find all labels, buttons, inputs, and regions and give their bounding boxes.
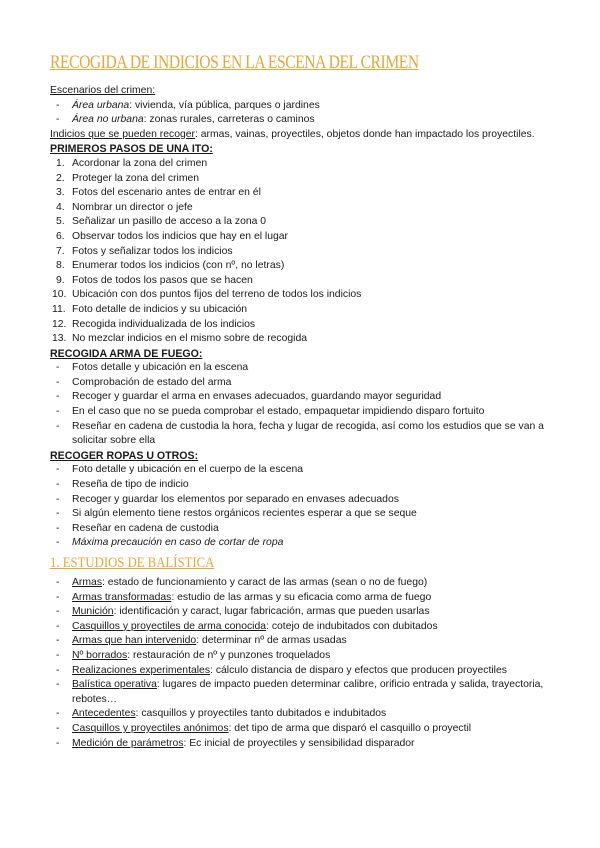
- list-item: - Armas: estado de funcionamiento y caract de las armas (sean o no de fuego): [56, 577, 428, 588]
- escenarios-label: Escenarios del crimen:: [50, 85, 156, 96]
- indicios-paragraph: Indicios que se pueden recoger: armas, vainas, proyectiles, objetos donde han impactado los proyectiles.: [50, 128, 535, 140]
- list-item: 7. Fotos y señalizar todos los indicios: [56, 245, 233, 257]
- list-item: - Nº borrados: restauración de nº y punzones troquelados: [56, 649, 331, 661]
- escenarios-list: [50, 99, 555, 128]
- document-title: RECOGIDA DE INDICIOS EN LA ESCENA DEL CRIMEN: [50, 52, 419, 73]
- list-item: 13. No mezclar indicios en el mismo sobre de recogida: [52, 333, 308, 345]
- list-item: 3. Fotos del escenario antes de entrar en él: [56, 187, 261, 199]
- list-item: - Si algún elemento tiene restos orgánicos recientes esperar a que se seque: [56, 508, 417, 520]
- primeros-pasos-list: [50, 157, 555, 347]
- list-item: 1. Acordonar la zona del crimen: [56, 157, 208, 169]
- list-item: - Recoger y guardar los elementos por separado en envases adecuados: [56, 493, 399, 505]
- list-item: 5. Señalizar un pasillo de acceso a la zona 0: [56, 216, 267, 228]
- list-item: - Balística operativa: lugares de impacto pueden determinar calibre, orificio entrada y salida, trayectoria, rebotes…: [56, 679, 544, 705]
- list-item: - Medición de parámetros: Ec inicial de proyectiles y sensibilidad disparador: [56, 737, 415, 749]
- list-item: 8. Enumerar todos los indicios (con nº, no letras): [56, 260, 285, 272]
- list-item: - Armas transformadas: estudio de las armas y su eficacia como arma de fuego: [56, 591, 432, 603]
- list-item: - Reseñar en cadena de custodia la hora, fecha y lugar de recogida, así como los estudios que se van a solicitar sobre ella: [56, 420, 544, 447]
- list-item: - Recoger y guardar el arma en envases adecuados, guardando mayor seguridad: [56, 391, 442, 403]
- list-item: - Comprobación de estado del arma: [56, 376, 232, 388]
- list-item: 2. Proteger la zona del crimen: [56, 172, 200, 184]
- arma-fuego-list: [50, 361, 555, 449]
- list-item: - Casquillos y proyectiles de arma conocida: cotejo de indubitados con dubitados: [56, 620, 438, 632]
- ropas-heading: RECOGER ROPAS U OTROS:: [50, 449, 199, 462]
- list-item: - Realizaciones experimentales: cálculo distancia de disparo y efectos que producen proyectiles: [56, 664, 507, 676]
- list-item: - Casquillos y proyectiles anónimos: det tipo de arma que disparó el casquillo o proyectil: [56, 722, 472, 734]
- list-item: - Foto detalle y ubicación en el cuerpo de la escena: [56, 464, 304, 476]
- primeros-pasos-heading: PRIMEROS PASOS DE UNA ITO:: [50, 143, 213, 156]
- arma-fuego-heading: RECOGIDA ARMA DE FUEGO:: [50, 347, 203, 360]
- list-item: 12. Recogida individualizada de los indicios: [52, 318, 256, 330]
- list-item: - Reseña de tipo de indicio: [56, 479, 189, 491]
- list-item: - Reseñar en cadena de custodia: [56, 522, 219, 534]
- list-item: - Armas que han intervenido: determinar nº de armas usadas: [56, 635, 347, 647]
- list-item: 4. Nombrar un director o jefe: [56, 201, 193, 213]
- list-item: - Área urbana: vivienda, vía pública, parques o jardines: [56, 99, 320, 111]
- list-item: - Antecedentes: casquillos y proyectiles tanto dubitados e indubitados: [56, 708, 387, 720]
- list-item: - Fotos detalle y ubicación en la escena: [56, 362, 249, 374]
- list-item: - En el caso que no se pueda comprobar el estado, empaquetar impidiendo disparo fortuito: [56, 406, 485, 418]
- list-item: 9. Fotos de todos los pasos que se hacen: [56, 274, 253, 286]
- list-item: - Máxima precaución en caso de cortar de ropa: [56, 537, 284, 549]
- balistica-list: [50, 576, 555, 751]
- list-item: 10. Ubicación con dos puntos fijos del terreno de todos los indicios: [52, 289, 362, 301]
- balistica-title: 1. ESTUDIOS DE BALÍSTICA: [50, 555, 215, 571]
- list-item: 11. Foto detalle de indicios y su ubicación: [52, 303, 248, 315]
- list-item: - Área no urbana: zonas rurales, carreteras o caminos: [56, 114, 315, 126]
- list-item: - Munición: identificación y caract, lugar fabricación, armas que pueden usarlas: [56, 606, 430, 618]
- document-page: [50, 52, 555, 751]
- ropas-list: [50, 463, 555, 551]
- list-item: 6. Observar todos los indicios que hay en el lugar: [56, 230, 289, 242]
